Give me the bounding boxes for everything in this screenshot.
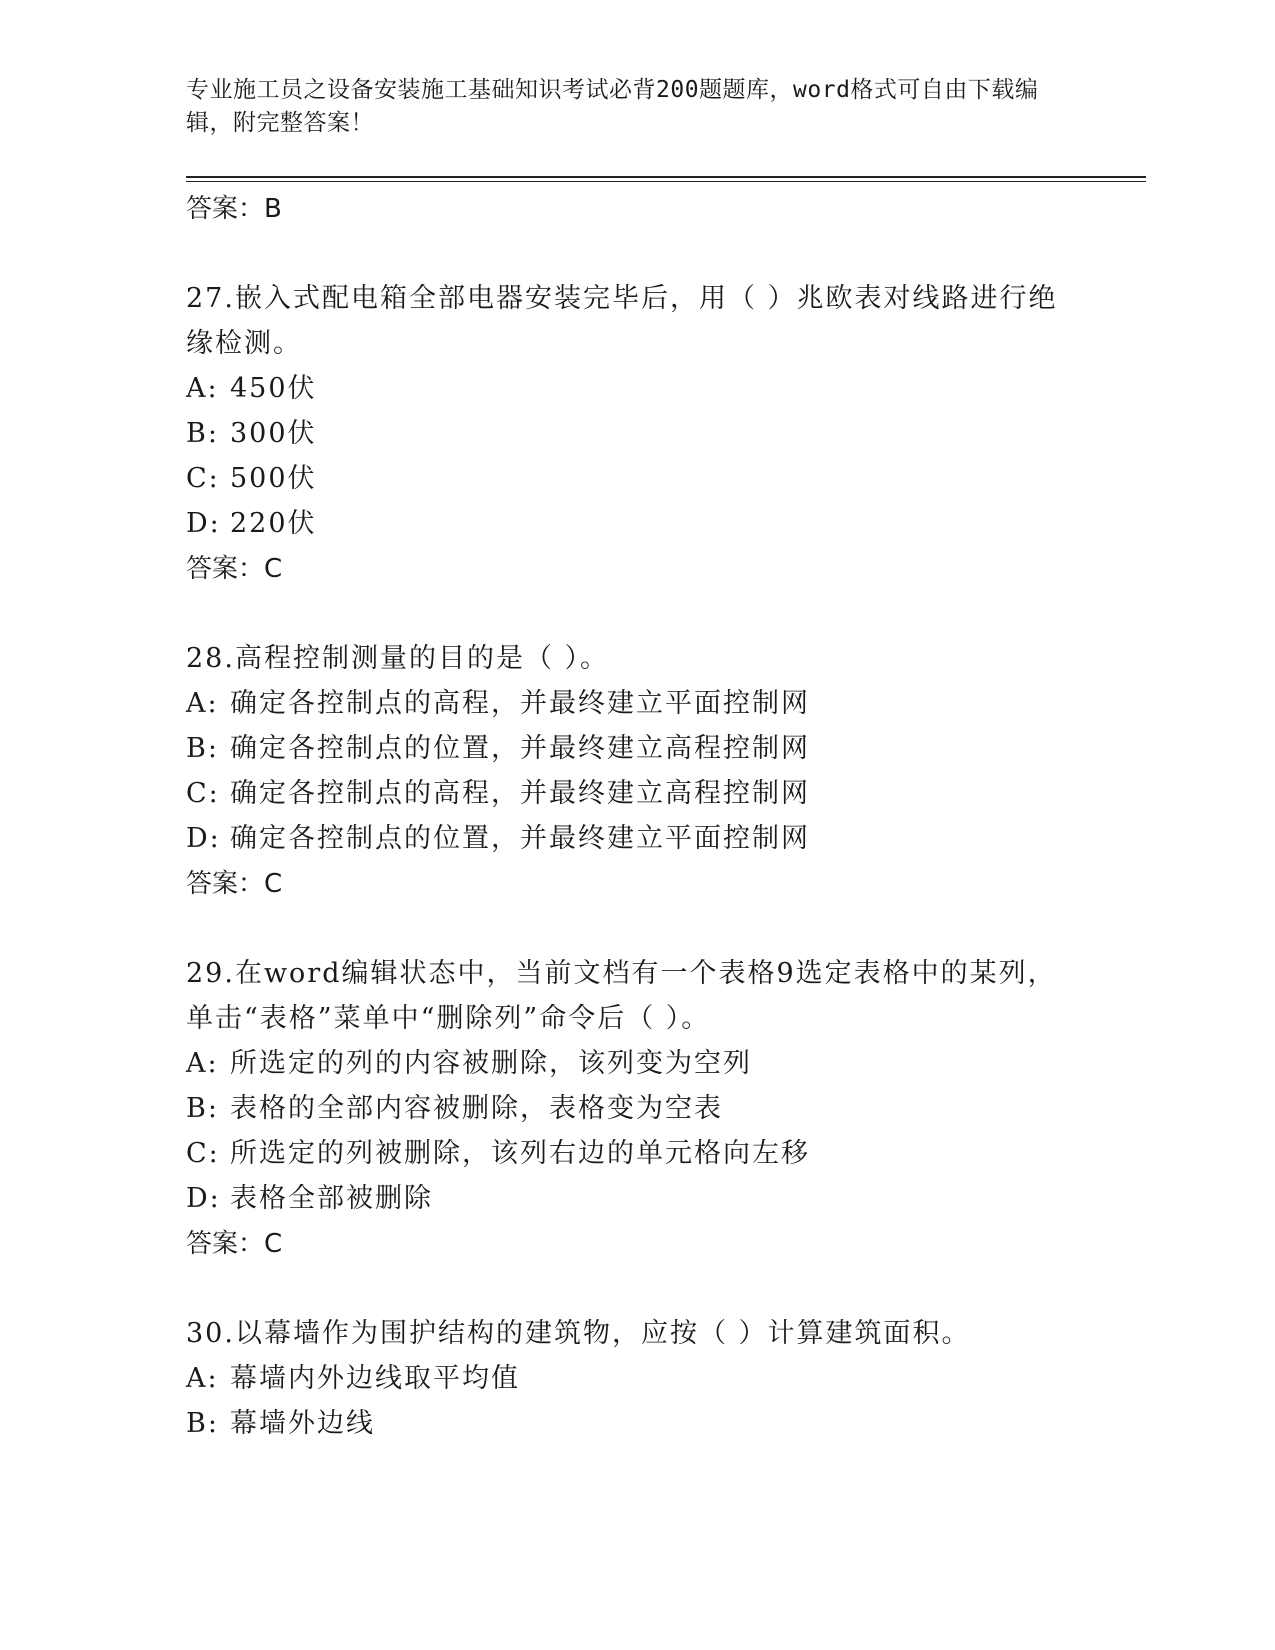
option-text: 幕墙外边线 bbox=[230, 1408, 375, 1439]
question-stem: 30.以幕墙作为围护结构的建筑物，应按（ ）计算建筑面积。 bbox=[186, 1318, 971, 1349]
option-b bbox=[186, 1401, 1146, 1446]
option-c bbox=[186, 771, 1146, 816]
option-letter: C: bbox=[186, 463, 220, 494]
answer-line: 答案：B bbox=[186, 194, 282, 224]
option-text: 表格全部被删除 bbox=[230, 1183, 433, 1214]
option-b bbox=[186, 1086, 1146, 1131]
option-text: 300伏 bbox=[230, 418, 317, 449]
option-a bbox=[186, 681, 1146, 726]
option-letter: A: bbox=[186, 373, 219, 404]
option-letter: C: bbox=[186, 778, 220, 809]
option-letter: A: bbox=[186, 1048, 219, 1079]
option-letter: B: bbox=[186, 1093, 219, 1124]
question-stem: 27.嵌入式配电箱全部电器安装完毕后，用（ ）兆欧表对线路进行绝缘检测。 bbox=[186, 283, 1058, 359]
option-text: 所选定的列的内容被删除，该列变为空列 bbox=[230, 1048, 752, 1079]
header-rule-thin bbox=[186, 181, 1146, 182]
option-text: 450伏 bbox=[230, 373, 317, 404]
question-block bbox=[186, 276, 1146, 592]
page-header: 专业施工员之设备安装施工基础知识考试必背200题题库，word格式可自由下载编辑，附完整答案！ bbox=[186, 77, 1039, 136]
option-b bbox=[186, 411, 1146, 456]
document-page bbox=[186, 0, 1146, 1650]
option-text: 确定各控制点的位置，并最终建立平面控制网 bbox=[230, 823, 810, 854]
option-text: 220伏 bbox=[230, 508, 317, 539]
option-text: 表格的全部内容被删除，表格变为空表 bbox=[230, 1093, 723, 1124]
option-d bbox=[186, 816, 1146, 861]
spacer bbox=[186, 232, 1146, 276]
option-letter: B: bbox=[186, 733, 219, 764]
option-text: 所选定的列被删除，该列右边的单元格向左移 bbox=[230, 1138, 810, 1169]
option-text: 500伏 bbox=[230, 463, 317, 494]
question-list bbox=[186, 186, 1146, 1446]
option-letter: D: bbox=[186, 823, 221, 854]
option-letter: B: bbox=[186, 418, 219, 449]
option-text: 幕墙内外边线取平均值 bbox=[230, 1363, 520, 1394]
answer-line: 答案：C bbox=[186, 1229, 283, 1259]
option-b bbox=[186, 726, 1146, 771]
header-rule-thick bbox=[186, 176, 1146, 178]
option-text: 确定各控制点的高程，并最终建立高程控制网 bbox=[230, 778, 810, 809]
option-a bbox=[186, 366, 1146, 411]
option-a bbox=[186, 1356, 1146, 1401]
option-letter: D: bbox=[186, 508, 221, 539]
option-letter: A: bbox=[186, 688, 219, 719]
spacer bbox=[186, 592, 1146, 636]
question-block bbox=[186, 951, 1146, 1267]
option-letter: A: bbox=[186, 1363, 219, 1394]
option-c bbox=[186, 456, 1146, 501]
answer-line: 答案：C bbox=[186, 869, 283, 899]
option-letter: B: bbox=[186, 1408, 219, 1439]
option-letter: D: bbox=[186, 1183, 221, 1214]
question-block bbox=[186, 1311, 1146, 1446]
option-d bbox=[186, 501, 1146, 546]
question-stem: 29.在word编辑状态中，当前文档有一个表格9选定表格中的某列，单击“表格”菜单中“删除列”命令后（ ）。 bbox=[186, 958, 1057, 1034]
spacer bbox=[186, 1267, 1146, 1311]
answer-line: 答案：C bbox=[186, 554, 283, 584]
question-stem: 28.高程控制测量的目的是（ ）。 bbox=[186, 643, 610, 674]
option-letter: C: bbox=[186, 1138, 220, 1169]
option-text: 确定各控制点的位置，并最终建立高程控制网 bbox=[230, 733, 810, 764]
spacer bbox=[186, 907, 1146, 951]
option-d bbox=[186, 1176, 1146, 1221]
option-text: 确定各控制点的高程，并最终建立平面控制网 bbox=[230, 688, 810, 719]
question-block bbox=[186, 636, 1146, 907]
option-a bbox=[186, 1041, 1146, 1086]
option-c bbox=[186, 1131, 1146, 1176]
